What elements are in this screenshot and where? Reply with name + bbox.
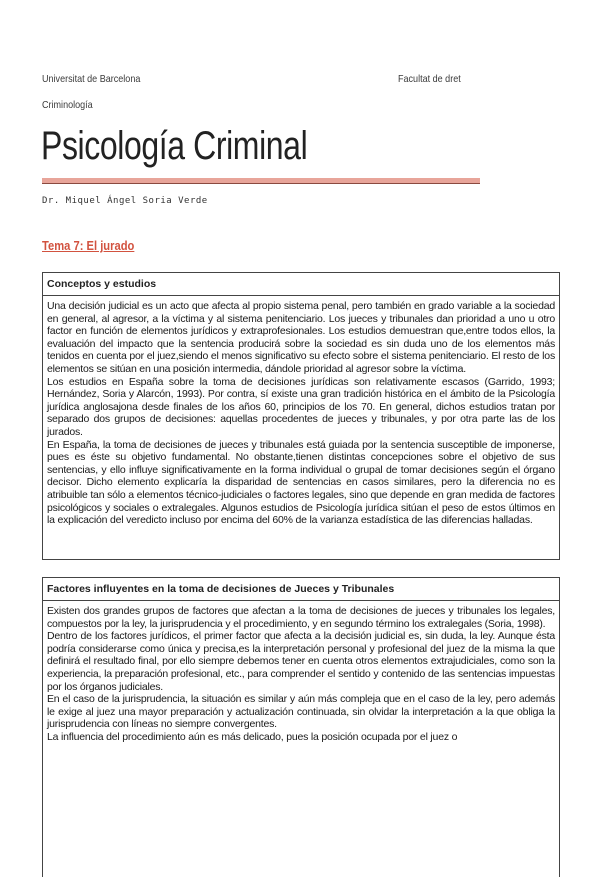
paragraph: Los estudios en España sobre la toma de decisiones jurídicas son relativamente escasos (Garrido, 1993; Hernández, Soria y Alarcón, 1993). Por contra, sí existe una gran tradición histórica en el ámbito de la Psicología jurídica anglosajona desde finales de los años 60, principios de los 70. En general, dichos estudios tratan por separado dos grupos de decisiones: aquellas procedentes de jueces y tribunales, y por otra parte las de los jurados.: [47, 375, 555, 438]
paragraph: En el caso de la jurisprudencia, la situación es similar y aún más compleja que en el caso de la ley, pero además le exige al juez una mayor preparación y actualización continuada, sin olvidar la interpretación a la que obliga la jurisprudencia con líneas no siempre convergentes.: [47, 693, 555, 731]
paragraph: Dentro de los factores jurídicos, el primer factor que afecta a la decisión judicial es, sin duda, la ley. Aunque ésta podría considerarse como única y precisa,es la interpretación personal y profesional del juez de la misma la que definirá el resultado final, por ello siempre debemos tener en cuenta otros elementos extrajudiciales, como son la experiencia, la preparación profesional, etc., para comprender el sentido y contenido de las sentencias impuestas por los órganos judiciales.: [47, 630, 555, 693]
section-heading: Conceptos y estudios: [43, 273, 559, 296]
paragraph: Existen dos grandes grupos de factores que afectan a la toma de decisiones de jueces y tribunales los legales, compuestos por la ley, la jurisprudencia y el procedimiento, y en segundo término los extralegales (Soria, 1998).: [47, 605, 555, 630]
university-name: Universitat de Barcelona: [42, 73, 141, 85]
faculty-name: Facultat de dret: [398, 73, 461, 85]
section-body: [43, 296, 559, 527]
paragraph: La influencia del procedimiento aún es más delicado, pues la posición ocupada por el juez o: [47, 730, 458, 743]
section-concepts: [42, 272, 560, 560]
document-title: Psicología Criminal: [41, 124, 308, 168]
paragraph: En España, la toma de decisiones de jueces y tribunales está guiada por la sentencia susceptible de imponerse, pues es éste su objetivo fundamental. No obstante,tienen distintas concepciones sobre el objetivo de sus sentencias, y ello influye significativamente en la forma individual o grupal de tomar decisiones según el órgano decisor. Dicho elemento explicaría la disparidad de sentencias en casos similares, pero la diferencia no es atribuible tan sólo a elementos técnico-judiciales o factores legales, sino que depende en gran medida de factores psicológicos y sociales o extralegales. Algunos estudios de Psicología jurídica sitúan el peso de estos últimos en la explicación del veredicto incluso por encima del 60% de la varianza estadística de las diferencias halladas.: [47, 438, 555, 527]
section-factors: [42, 577, 560, 877]
title-divider: [42, 178, 480, 184]
paragraph: Una decisión judicial es un acto que afecta al propio sistema penal, pero también en grado variable a la sociedad en general, al agresor, a la víctima y al sistema penitenciario. Los jueces y tribunales dan prioridad a uno u otro factor en función de elementos jurídicos y extraprofesionales. Los estudios demuestran que,entre todos ellos, la evaluación del impacto que la sentencia producirá sobre la sociedad es sin duda uno de los elementos más tenidos en cuenta por el juez,siendo el menos significativo su efecto sobre el sistema penitenciario. El resto de los elementos se sitúan en una posición intermedia, dándole prioridad al agresor sobre la víctima.: [47, 300, 555, 375]
section-body: [43, 601, 559, 744]
author-name: Dr. Miquel Ángel Soria Verde: [42, 196, 208, 206]
topic-heading: Tema 7: El jurado: [42, 238, 135, 253]
section-heading: Factores influyentes en la toma de decisiones de Jueces y Tribunales: [43, 578, 559, 601]
subject-name: Criminología: [42, 99, 93, 111]
